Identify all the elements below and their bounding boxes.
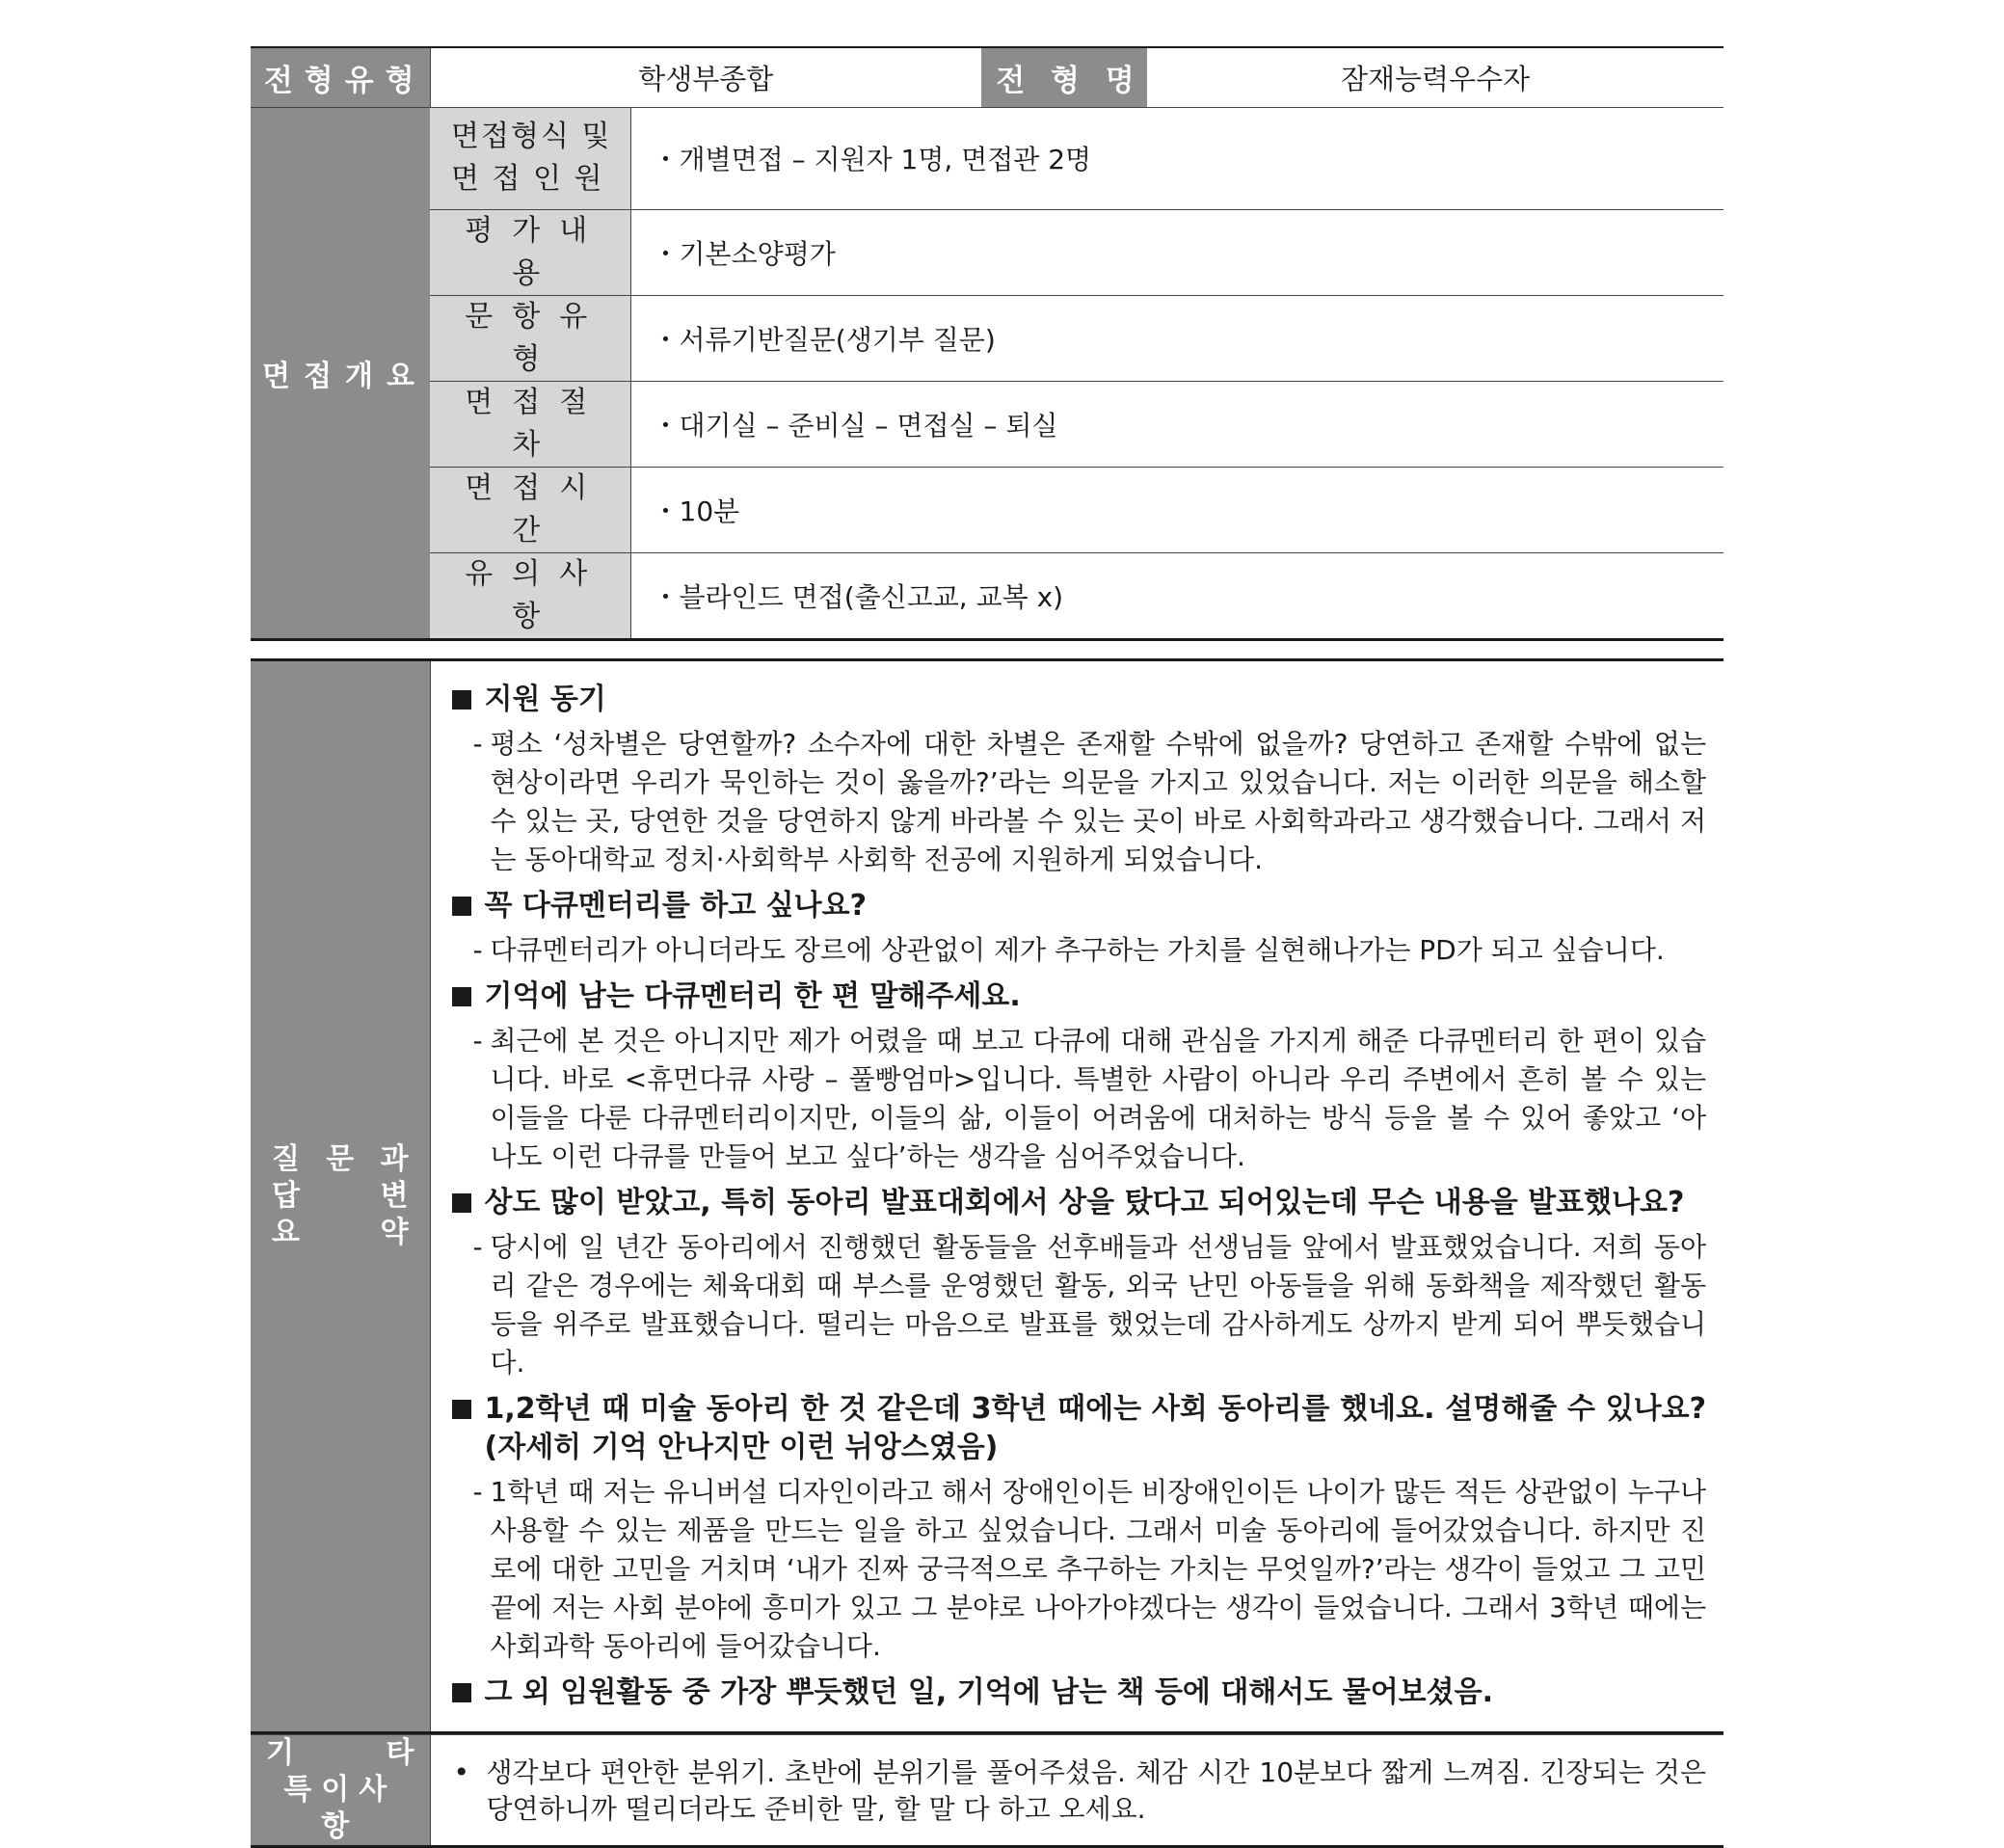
question [448, 1390, 1707, 1467]
overview-row-label: 문항유형 [430, 295, 630, 381]
etc-label-right: 타 [386, 1735, 414, 1770]
overview-row-label: 면접절차 [430, 381, 630, 467]
admission-type-value: 학생부종합 [430, 47, 981, 107]
qa-label-char: 변 [380, 1178, 409, 1213]
answer [473, 725, 1707, 879]
qa-label-char: 약 [380, 1215, 409, 1249]
qa-label-char: 답 [272, 1178, 300, 1213]
qa-label-char: 과 [380, 1141, 409, 1176]
dash-icon: - [472, 1230, 483, 1263]
overview-table [251, 46, 1723, 641]
question [448, 1184, 1707, 1222]
etc-label-left: 기 [266, 1735, 294, 1770]
etc-content-cell [430, 1734, 1723, 1846]
interview-document [251, 46, 1723, 1848]
question-text: 기억에 남는 다큐멘터리 한 편 말해주세요. [484, 978, 1021, 1013]
answer [473, 1473, 1707, 1666]
answer-text: 1학년 때 저는 유니버설 디자인이라고 해서 장애인이든 비장애인이든 나이가 많든 적든 상관없이 누구나 사용할 수 있는 제품을 만드는 일을 하고 싶었습니다. 그래서 미술 동아리에 들어갔었습니다. 하지만 진로에 대한 고민을 거치며 ‘내가 진짜 궁극적으로 추구하는 가치는 무엇일까?’라는 생각이 들었고 그 고민 끝에 저는 사회 분야에 흥미가 있고 그 분야로 나아가야겠다는 생각이 들었습니다. 그래서 3학년 때에는 사회과학 동아리에 들어갔습니다. [490, 1475, 1706, 1662]
admission-name-value: 잠재능력우수자 [1147, 47, 1723, 107]
bullet-icon: • [453, 1755, 470, 1788]
etc-text: 생각보다 편안한 분위기. 초반에 분위기를 풀어주셨음. 체감 시간 10분보다 짧게 느껴짐. 긴장되는 것은 당연하니까 떨리더라도 준비한 말, 할 말 다 하고 오세요. [486, 1755, 1706, 1825]
qa-section-label [251, 659, 430, 1732]
overview-row-value: ・블라인드 면접(출신고교, 교복 x) [630, 552, 1723, 639]
etc-label-line2: 특이사항 [283, 1772, 397, 1843]
question [448, 1674, 1707, 1712]
overview-section-label: 면접개요 [251, 107, 430, 639]
qa-label-char: 문 [326, 1141, 355, 1176]
dash-icon: - [472, 727, 483, 760]
answer-text: 평소 ‘성차별은 당연할까? 소수자에 대한 차별은 존재할 수밖에 없을까? 당연하고 존재할 수밖에 없는 현상이라면 우리가 묵인하는 것이 옳을까?’라는 의문을 가지고 있었습니다. 저는 이러한 의문을 해소할 수 있는 곳, 당연한 것을 당연하지 않게 바라볼 수 있는 곳이 바로 사회학과라고 생각했습니다. 그래서 저는 동아대학교 정치·사회학부 사회학 전공에 지원하게 되었습니다. [490, 727, 1706, 875]
qa-label-char [317, 1178, 362, 1215]
qa-content [430, 659, 1723, 1732]
overview-row-label: 유의사항 [430, 552, 630, 639]
qa-label-char: 요 [272, 1215, 300, 1249]
square-bullet-icon [452, 1400, 471, 1419]
answer [473, 931, 1707, 970]
qa-label-char: 질 [272, 1141, 300, 1176]
question [448, 887, 1707, 925]
question-text: 꼭 다큐멘터리를 하고 싶나요? [484, 888, 867, 923]
qa-section-label-text [251, 1141, 430, 1251]
etc-table [251, 1734, 1723, 1848]
question-text: 그 외 임원활동 중 가장 뿌듯했던 일, 기억에 남는 책 등에 대해서도 물어보셨음. [484, 1674, 1494, 1709]
overview-row-value: ・대기실 – 준비실 – 면접실 – 퇴실 [630, 381, 1723, 467]
etc-content [431, 1745, 1724, 1835]
question [448, 978, 1707, 1016]
dash-icon: - [472, 1475, 483, 1508]
square-bullet-icon [452, 987, 471, 1006]
question-text: 지원 동기 [484, 682, 606, 716]
answer-text: 최근에 본 것은 아니지만 제가 어렸을 때 보고 다큐에 대해 관심을 가지게 해준 다큐멘터리 한 편이 있습니다. 바로 <휴먼다큐 사랑 – 풀빵엄마>입니다. 특별한 사람이 아니라 우리 주변에서 흔히 볼 수 있는 이들을 다룬 다큐멘터리이지만, 이들의 삶, 이들이 어려움에 대처하는 방식 등을 볼 수 있어 좋았고 ‘아 나도 이런 다큐를 만들어 보고 싶다’하는 생각을 심어주었습니다. [490, 1024, 1706, 1172]
overview-row-label: 면접시간 [430, 467, 630, 552]
etc-section-label [251, 1734, 430, 1846]
square-bullet-icon [452, 897, 471, 916]
question [448, 681, 1707, 719]
square-bullet-icon [452, 1683, 471, 1702]
overview-row-value: ・개별면접 – 지원자 1명, 면접관 2명 [630, 107, 1723, 209]
overview-row-label: 면접형식 및 면 접 인 원 [430, 107, 630, 209]
answer [473, 1228, 1707, 1382]
answer-text: 다큐멘터리가 아니더라도 장르에 상관없이 제가 추구하는 가치를 실현해나가는 PD가 되고 싶습니다. [490, 933, 1665, 966]
qa-label-char [317, 1215, 362, 1251]
answer-text: 당시에 일 년간 동아리에서 진행했던 활동들을 선후배들과 선생님들 앞에서 발표했었습니다. 저희 동아리 같은 경우에는 체육대회 때 부스를 운영했던 활동, 외국 난민 아동들을 위해 동화책을 제작했던 활동 등을 위주로 발표했습니다. 떨리는 마음으로 발표를 했었는데 감사하게도 상까지 받게 되어 뿌듯했습니다. [490, 1230, 1706, 1379]
admission-name-label: 전 형 명 [981, 47, 1147, 107]
overview-row-value: ・기본소양평가 [630, 209, 1723, 295]
admission-type-label: 전형유형 [251, 47, 430, 107]
question-text: 상도 많이 받았고, 특히 동아리 발표대회에서 상을 탔다고 되어있는데 무슨 내용을 발표했나요? [484, 1185, 1685, 1219]
square-bullet-icon [452, 690, 471, 710]
dash-icon: - [472, 933, 483, 966]
qa-table [251, 658, 1723, 1734]
question-text: 1,2학년 때 미술 동아리 한 것 같은데 3학년 때에는 사회 동아리를 했네요. 설명해줄 수 있나요?(자세히 기억 안나지만 이런 뉘앙스였음) [484, 1391, 1706, 1464]
etc-label-text [251, 1735, 430, 1845]
overview-row-value: ・10분 [630, 467, 1723, 552]
overview-row-value: ・서류기반질문(생기부 질문) [630, 295, 1723, 381]
overview-row-label: 평가내용 [430, 209, 630, 295]
square-bullet-icon [452, 1193, 471, 1213]
answer [473, 1022, 1707, 1176]
dash-icon: - [472, 1024, 483, 1057]
